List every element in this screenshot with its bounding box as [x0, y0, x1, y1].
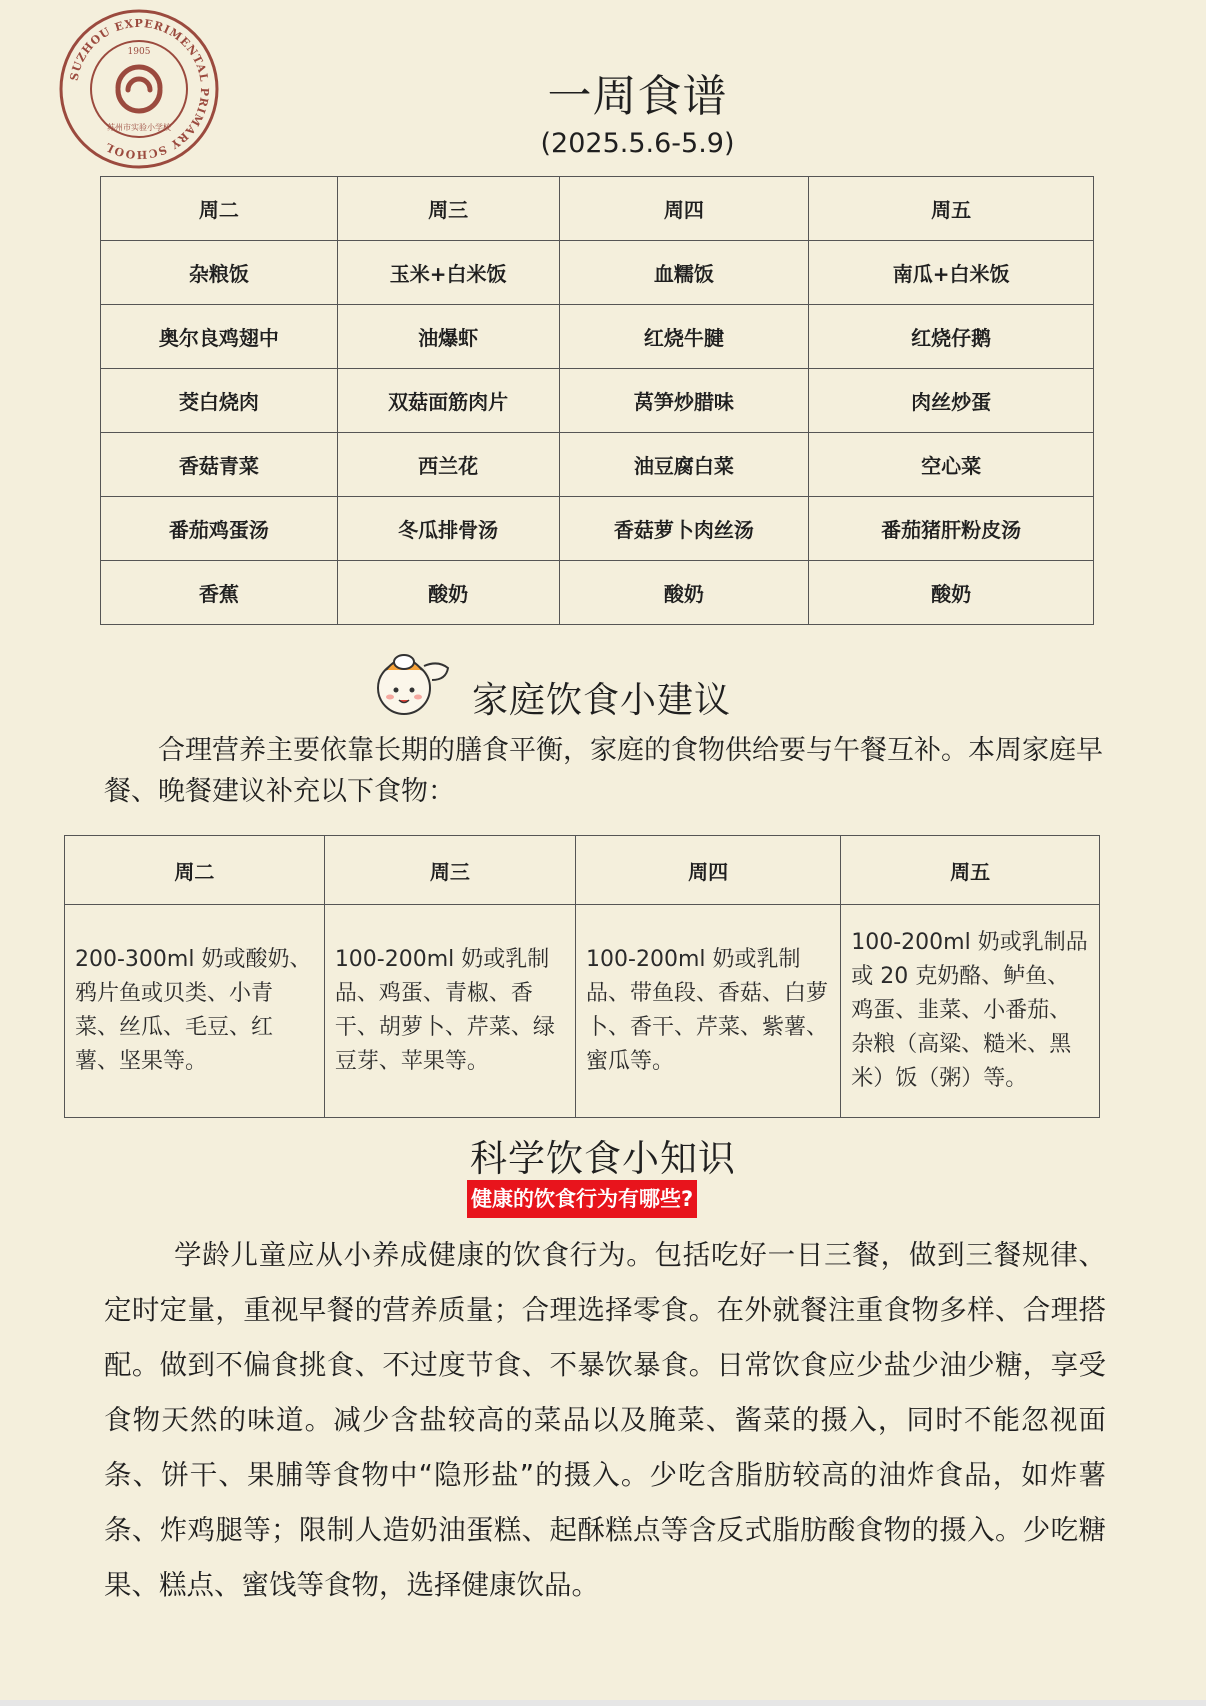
- weekly-menu-table: [100, 176, 1094, 625]
- family-advice-intro: 合理营养主要依靠长期的膳食平衡，家庭的食物供给要与午餐互补。本周家庭早餐、晚餐建议补充以下食物：: [104, 735, 1103, 807]
- logo-ring-text: SUZHOU EXPERIMENTAL PRIMARY SCHOOL: [67, 16, 212, 162]
- menu-cell: 奥尔良鸡翅中: [101, 305, 338, 369]
- menu-cell: 冬瓜排骨汤: [337, 497, 559, 561]
- menu-cell: 空心菜: [809, 433, 1094, 497]
- tips-header: 周三: [324, 836, 575, 905]
- menu-row: [101, 433, 1094, 497]
- menu-cell: 杂粮饭: [101, 241, 338, 305]
- menu-cell: 酸奶: [337, 561, 559, 625]
- menu-cell: 油爆虾: [337, 305, 559, 369]
- family-suggestions-table: [64, 835, 1100, 1118]
- menu-cell: 酸奶: [809, 561, 1094, 625]
- question-badge: 健康的饮食行为有哪些?: [467, 1180, 697, 1218]
- menu-header-row: [101, 177, 1094, 241]
- menu-header: 周五: [809, 177, 1094, 241]
- menu-cell: 酸奶: [559, 561, 809, 625]
- menu-header: 周三: [337, 177, 559, 241]
- logo-cn-name: 苏州市实验小学校: [107, 123, 171, 132]
- tips-cell: 100-200ml 奶或乳制品或 20 克奶酪、鲈鱼、鸡蛋、韭菜、小番茄、杂粮（高粱、糙米、黑米）饭（粥）等。: [841, 905, 1100, 1118]
- menu-cell: 肉丝炒蛋: [809, 369, 1094, 433]
- tips-cell: 100-200ml 奶或乳制品、鸡蛋、青椒、香干、胡萝卜、芹菜、绿豆芽、苹果等。: [324, 905, 575, 1118]
- tips-row: [65, 905, 1100, 1118]
- tips-header-row: [65, 836, 1100, 905]
- menu-cell: 番茄鸡蛋汤: [101, 497, 338, 561]
- menu-row: [101, 497, 1094, 561]
- menu-cell: 玉米+白米饭: [337, 241, 559, 305]
- menu-row: [101, 241, 1094, 305]
- menu-row: [101, 561, 1094, 625]
- menu-cell: 油豆腐白菜: [559, 433, 809, 497]
- menu-cell: 南瓜+白米饭: [809, 241, 1094, 305]
- menu-cell: 茭白烧肉: [101, 369, 338, 433]
- tips-header: 周四: [576, 836, 841, 905]
- tips-cell: 100-200ml 奶或乳制品、带鱼段、香菇、白萝卜、香干、芹菜、紫薯、蜜瓜等。: [576, 905, 841, 1118]
- bottom-divider: [0, 1700, 1206, 1706]
- menu-row: [101, 305, 1094, 369]
- tips-header: 周二: [65, 836, 325, 905]
- family-advice-heading: 家庭饮食小建议: [472, 680, 732, 721]
- menu-cell: 香蕉: [101, 561, 338, 625]
- knowledge-body: 学龄儿童应从小养成健康的饮食行为。包括吃好一日三餐，做到三餐规律、定时定量，重视早餐的营养质量；合理选择零食。在外就餐注重食物多样、合理搭配。做到不偏食挑食、不过度节食、不暴饮暴食。日常饮食应少盐少油少糖，享受食物天然的味道。减少含盐较高的菜品以及腌菜、酱菜的摄入，同时不能忽视面条、饼干、果脯等食物中“隐形盐”的摄入。少吃含脂肪较高的油炸食品，如炸薯条、炸鸡腿等；限制人造奶油蛋糕、起酥糕点等含反式脂肪酸食物的摄入。少吃糖果、糕点、蜜饯等食物，选择健康饮品。: [104, 1239, 1106, 1601]
- knowledge-heading: 科学饮食小知识: [470, 1137, 736, 1180]
- tips-cell: 200-300ml 奶或酸奶、鸦片鱼或贝类、小青菜、丝瓜、毛豆、红薯、坚果等。: [65, 905, 325, 1118]
- menu-cell: 香菇萝卜肉丝汤: [559, 497, 809, 561]
- dumpling-mascot-icon: [366, 640, 456, 720]
- menu-cell: 血糯饭: [559, 241, 809, 305]
- menu-row: [101, 369, 1094, 433]
- menu-cell: 红烧仔鹅: [809, 305, 1094, 369]
- menu-cell: 双菇面筋肉片: [337, 369, 559, 433]
- menu-cell: 番茄猪肝粉皮汤: [809, 497, 1094, 561]
- page-title: 一周食谱: [547, 71, 728, 122]
- menu-cell: 红烧牛腱: [559, 305, 809, 369]
- menu-header: 周二: [101, 177, 338, 241]
- tips-header: 周五: [841, 836, 1100, 905]
- menu-cell: 西兰花: [337, 433, 559, 497]
- date-range: (2025.5.6-5.9): [540, 128, 735, 159]
- menu-cell: 香菇青菜: [101, 433, 338, 497]
- logo-year: 1905: [127, 47, 151, 57]
- menu-cell: 莴笋炒腊味: [559, 369, 809, 433]
- menu-header: 周四: [559, 177, 809, 241]
